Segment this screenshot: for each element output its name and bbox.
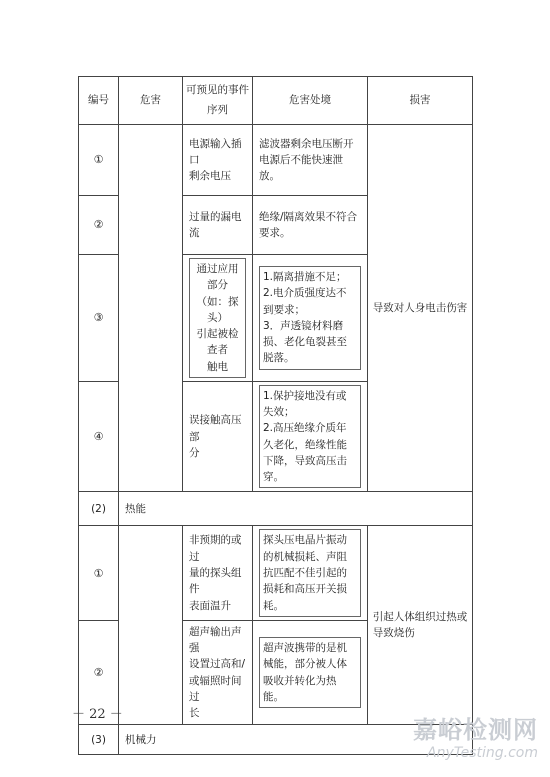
harm-text: 引起人体组织过热或 导致烧伤 [372, 611, 468, 640]
sequence-cell [183, 620, 253, 725]
row-number: ① [79, 125, 119, 196]
header-harm: 损害 [368, 77, 473, 125]
situation-cell [253, 196, 368, 255]
hazard-cell-thermal [119, 526, 183, 725]
situation-cell [253, 620, 368, 725]
sequence-cell [183, 526, 253, 620]
harm-cell-electric: 导致对人身电击伤害 [368, 125, 473, 492]
sequence-text: 非预期的或过 量的探头组件 表面温升 [189, 534, 242, 612]
section-label: 热能 [119, 492, 473, 526]
watermark-cn: 嘉峪检测网 [413, 716, 538, 744]
harm-cell-thermal [368, 526, 473, 725]
table-row [79, 125, 473, 196]
sequence-cell [183, 381, 253, 492]
sequence-text: 通过应用部分 （如：探头） 引起被检查者 触电 [189, 258, 246, 378]
hazard-table [78, 76, 473, 755]
table-row [79, 526, 473, 620]
watermark-logo [378, 716, 538, 762]
sequence-cell [183, 125, 253, 196]
header-sequence: 可预见的事件 序列 [183, 77, 253, 125]
watermark-en: AnyTesting.com [427, 745, 538, 761]
header-number: 编号 [79, 77, 119, 125]
situation-text: 1.保护接地没有或失效； 2.高压绝缘介质年久老化，绝缘性能下降，导致高压击穿。 [259, 385, 361, 489]
row-number: ② [79, 196, 119, 255]
sequence-text: 超声输出声强 设置过高和/ 或辐照时间过 长 [189, 625, 246, 720]
sequence-cell [183, 255, 253, 382]
sequence-text: 误接触高压部 分 [189, 414, 242, 459]
situation-text: 滤波器剩余电压断开电源后不能快速泄放。 [259, 137, 354, 183]
sequence-text: 电源输入插口 剩余电压 [189, 137, 242, 183]
page-number: － 22 － [72, 707, 123, 722]
header-situation: 危害处境 [253, 77, 368, 125]
situation-cell [253, 255, 368, 382]
situation-cell [253, 381, 368, 492]
section-label: 机械力 [119, 725, 473, 755]
situation-text: 绝缘/隔离效果不符合要求。 [259, 210, 358, 239]
section-row [79, 492, 473, 526]
situation-cell [253, 125, 368, 196]
situation-text: 1.隔离措施不足； 2.电介质强度达不到要求； 3．声透镜材料磨损、老化龟裂甚至脱落。 [259, 266, 361, 370]
row-number: ① [79, 526, 119, 620]
sequence-text: 过量的漏电流 [189, 210, 242, 239]
hazard-cell-electric [119, 125, 183, 492]
row-number: ④ [79, 381, 119, 492]
header-hazard: 危害 [119, 77, 183, 125]
sequence-cell [183, 196, 253, 255]
table-header-row [79, 77, 473, 125]
situation-text: 探头压电晶片振动的机械损耗、声阻抗匹配不佳引起的损耗和高压开关损耗。 [259, 529, 361, 616]
section-number: (2) [79, 492, 119, 526]
situation-text: 超声波携带的是机械能，部分被人体吸收并转化为热能。 [259, 637, 361, 708]
situation-cell [253, 526, 368, 620]
row-number: ② [79, 620, 119, 725]
row-number: ③ [79, 255, 119, 382]
section-number: (3) [79, 725, 119, 755]
